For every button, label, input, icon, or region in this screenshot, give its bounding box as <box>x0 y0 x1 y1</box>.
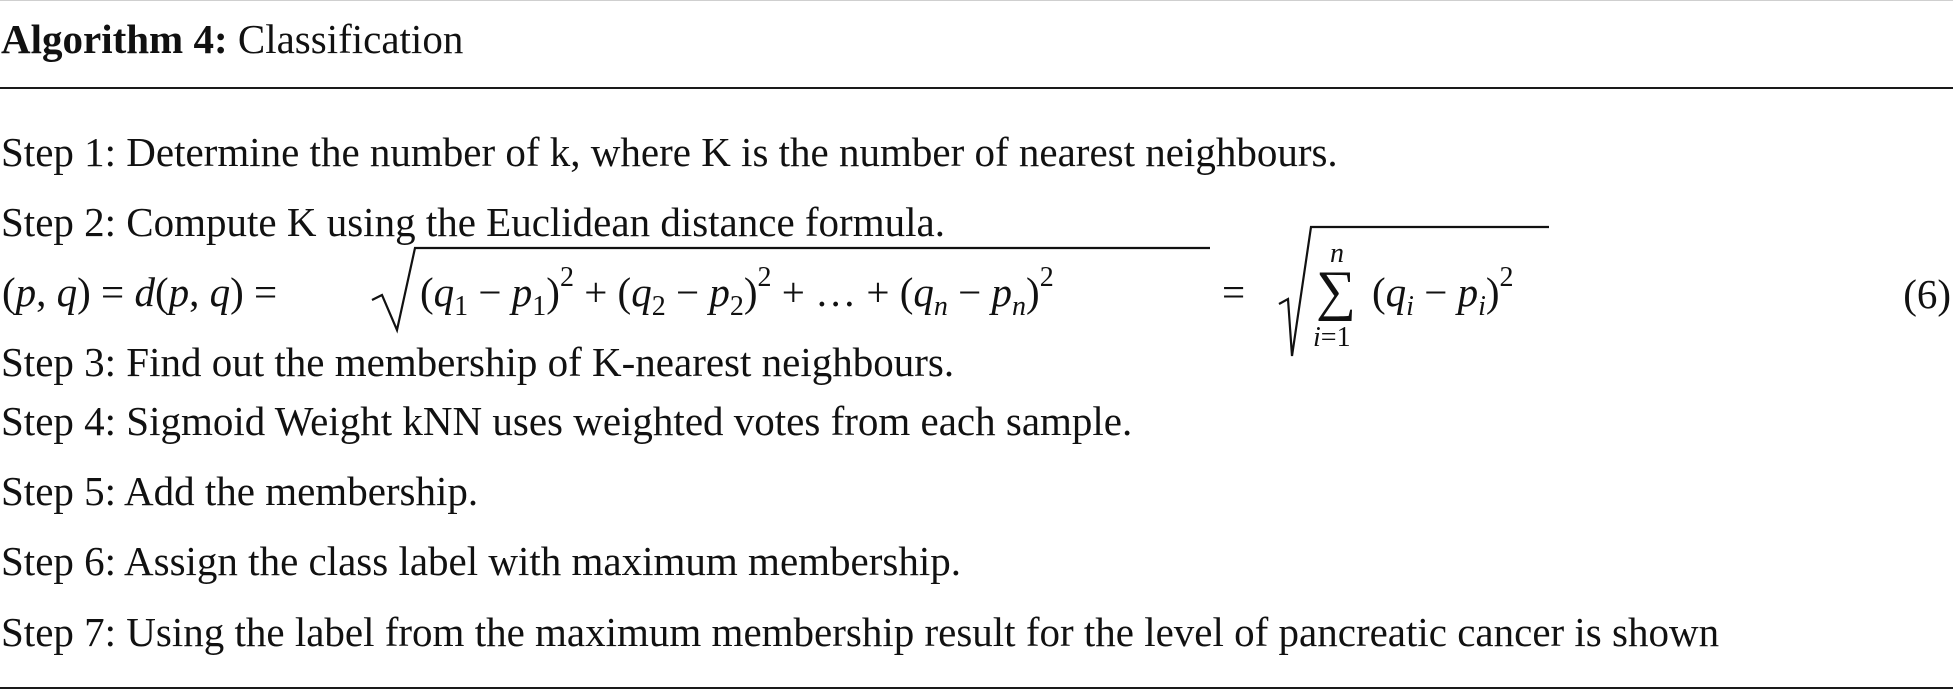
top-rule <box>0 0 1953 1</box>
step-6: Step 6: Assign the class label with maximum membership. <box>1 538 961 584</box>
equation-lhs: (p, q) = d(p, q) = <box>2 269 278 315</box>
step-5: Step 5: Add the membership. <box>1 468 479 514</box>
summand-expression: $(q_i - p_i)^2$ <box>1372 262 1514 322</box>
summation-icon: ∑ <box>1316 260 1356 322</box>
equation-number: (6) <box>1903 271 1951 317</box>
bottom-rule <box>0 687 1953 689</box>
step-7: Step 7: Using the label from the maximum membership result for the level of pancreatic cancer is shown <box>1 609 1720 655</box>
algorithm-label: Algorithm 4: <box>1 16 228 62</box>
algorithm-title <box>1 15 463 64</box>
step-2: Step 2: Compute K using the Euclidean distance formula. <box>1 199 945 245</box>
sum-upper-limit: n <box>1330 238 1344 269</box>
step-1: Step 1: Determine the number of k, where K is the number of nearest neighbours. <box>1 129 1338 175</box>
header-rule <box>0 87 1953 89</box>
equals-sign: = <box>1222 269 1246 315</box>
step-3: Step 3: Find out the membership of K-nearest neighbours. <box>1 339 955 385</box>
algorithm-name: Classification <box>237 16 464 62</box>
step-4: Step 4: Sigmoid Weight kNN uses weighted votes from each sample. <box>1 398 1133 444</box>
radicand-expression: $(q_1 - p_1)^2 + (q_2 - p_2)^2$ + … + $(q_n - p_n)^2$ <box>420 262 1054 322</box>
sum-lower-limit: i=1 <box>1313 322 1351 353</box>
